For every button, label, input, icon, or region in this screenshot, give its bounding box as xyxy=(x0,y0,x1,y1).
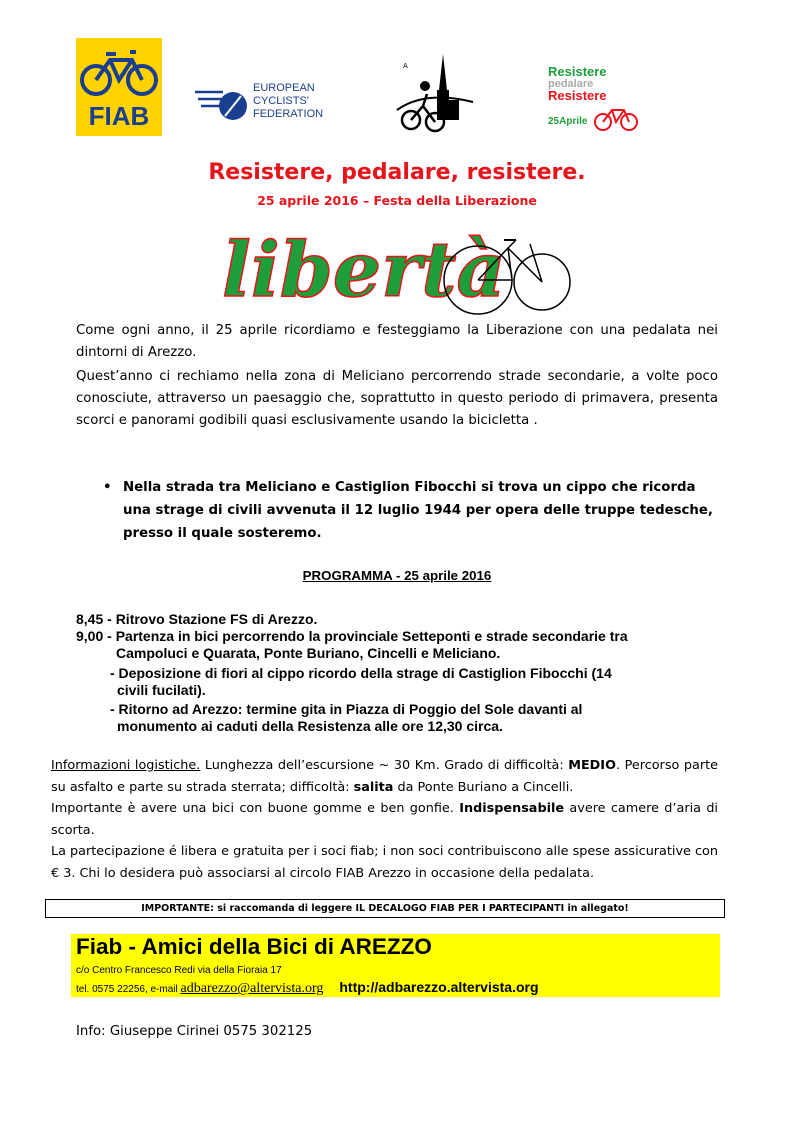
programma-item-3: - Deposizione di fiori al cippo ricordo della strage di Castiglion Fibocchi (14 civili fucilati). xyxy=(110,665,612,698)
info-label: Informazioni logistiche. xyxy=(51,758,201,773)
footer-title: Fiab - Amici della Bici di AREZZO xyxy=(76,934,432,959)
bullet-text: Nella strada tra Meliciano e Castiglion Fibocchi si trova un cippo che ricorda una strage di civili avvenuta il 12 luglio 1944 per opera delle truppe tedesche, presso il quale sosteremo. xyxy=(123,480,713,541)
amici-bici-logo xyxy=(395,50,475,136)
info-participation: La partecipazione é libera e gratuita per i soci fiab; i non soci contribuiscono alle spese assicurative con € 3. Chi lo desidera può associarsi al circolo FIAB Arezzo in occasione della pedalata. xyxy=(51,844,718,881)
intro-paragraph-2: Quest’anno ci rechiamo nella zona di Meliciano percorrendo strade secondarie, a volte poco conosciute, attraverso un paesaggio che, soprattutto in questo periodo di primavera, presenta scorci e panorami godibili quasi esclusivamente usando la bicicletta . xyxy=(76,369,718,428)
footer-contacts: tel. 0575 22256, e-mail adbarezzo@altervista.org http://adbarezzo.altervista.org xyxy=(76,979,539,996)
resistere-logo: Resistere pedalare Resistere 25Aprile xyxy=(548,66,638,138)
info-equipment: Importante è avere una bici con buone gomme e ben gonfie. Indispensabile avere camere d’aria di scorta. xyxy=(51,801,718,838)
programma-item-4: - Ritorno ad Arezzo: termine gita in Piazza di Poggio del Sole davanti al monumento ai caduti della Resistenza alle ore 12,30 circa. xyxy=(110,701,583,734)
bicycle-icon xyxy=(76,38,162,108)
cyclist-tower-icon xyxy=(395,50,475,136)
bullet-icon: • xyxy=(103,480,112,495)
red-bicycle-icon xyxy=(594,102,638,132)
ecf-logo xyxy=(193,82,343,132)
ecf-wing-icon xyxy=(193,82,251,132)
website-link[interactable]: http://adbarezzo.altervista.org xyxy=(339,979,539,995)
email-link[interactable]: adbarezzo@altervista.org xyxy=(180,981,324,996)
liberta-word: libertà xyxy=(222,225,506,314)
programma-item-2: 9,00 - Partenza in bici percorrendo la provinciale Setteponti e strade secondarie tra Campoluci e Quarata, Ponte Buriano, Cincelli e Meliciano. xyxy=(76,628,628,661)
footer-box xyxy=(71,934,720,997)
liberta-graphic xyxy=(220,218,580,318)
fiab-logo-text: FIAB xyxy=(88,101,150,131)
fiab-logo xyxy=(76,38,162,136)
footer-address: c/o Centro Francesco Redi via della Fioraia 17 xyxy=(76,965,282,976)
page-subtitle: 25 aprile 2016 – Festa della Liberazione xyxy=(257,193,537,208)
programma-title: PROGRAMMA - 25 aprile 2016 xyxy=(302,568,492,583)
intro-paragraph-1: Come ogni anno, il 25 aprile ricordiamo e festeggiamo la Liberazione con una pedalata nei dintorni di Arezzo. xyxy=(76,323,718,360)
programma-item-1: 8,45 - Ritrovo Stazione FS di Arezzo. xyxy=(76,611,318,627)
info-contact: Info: Giuseppe Cirinei 0575 302125 xyxy=(76,1024,313,1039)
ecf-logo-text: EUROPEAN CYCLISTS' FEDERATION xyxy=(253,82,324,120)
page-title: Resistere, pedalare, resistere. xyxy=(208,160,586,185)
svg-text:A: A xyxy=(403,62,408,70)
important-notice: IMPORTANTE: si raccomanda di leggere IL DECALOGO FIAB PER I PARTECIPANTI in allegato! xyxy=(45,899,725,918)
info-logistics: Informazioni logistiche. Lunghezza dell’escursione ~ 30 Km. Grado di difficoltà: MEDIO. Percorso parte su asfalto e parte su strada sterrata; difficoltà: salita da Ponte Buriano a Cincelli. xyxy=(51,758,718,795)
